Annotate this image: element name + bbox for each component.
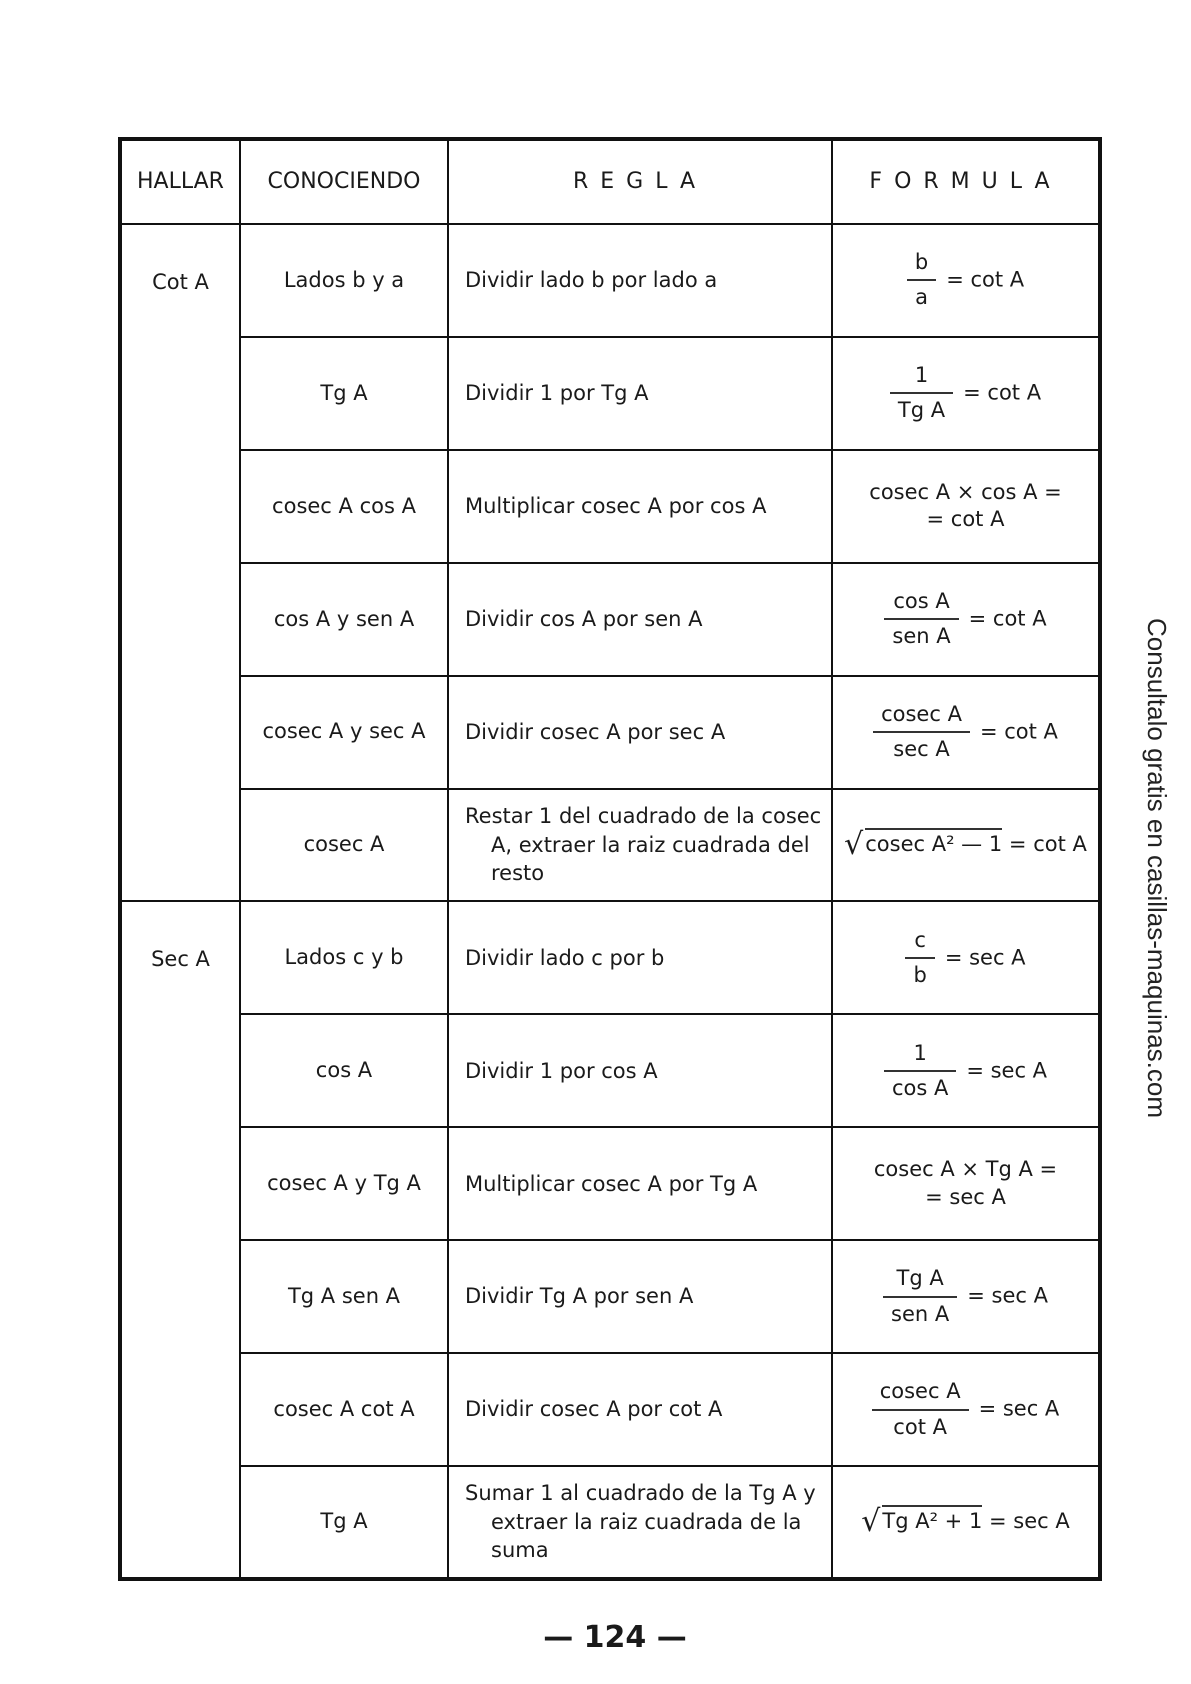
fraction-denominator: cot A: [893, 1414, 947, 1439]
fraction-denominator: sen A: [892, 624, 951, 649]
regla-cell: [448, 450, 832, 563]
header-formula: FORMULA: [832, 139, 1100, 224]
header-conociendo: CONOCIENDO: [240, 139, 448, 224]
regla-cell: [448, 1466, 832, 1579]
regla-cell: [448, 224, 832, 337]
fraction-denominator: sec A: [893, 737, 950, 762]
square-root-icon: √: [861, 1504, 881, 1540]
formula-result: = cot A: [1008, 832, 1087, 857]
fraction-numerator: cosec A: [873, 701, 970, 733]
regla-text: Dividir 1 por cos A: [465, 1058, 658, 1083]
fraction-denominator: b: [913, 962, 927, 987]
radicand: cosec A² — 1: [865, 828, 1002, 856]
regla-cell: [448, 1240, 832, 1353]
formula-cell: [832, 450, 1100, 563]
table-row: [120, 1353, 1100, 1466]
regla-text: Sumar 1 al cuadrado de la Tg A y extraer la raiz cuadrada de la suma: [465, 1481, 816, 1563]
regla-text: Dividir lado b por lado a: [465, 268, 718, 293]
formula-cell: [832, 1240, 1100, 1353]
formula-result: = sec A: [978, 1396, 1060, 1421]
conociendo-cell: Lados b y a: [240, 224, 448, 337]
fraction: [883, 1265, 957, 1328]
fraction-numerator: 1: [884, 1040, 956, 1072]
table-row: [120, 337, 1100, 450]
fraction: [907, 249, 936, 312]
regla-text: Dividir Tg A por sen A: [465, 1284, 694, 1309]
fraction-numerator: cosec A: [872, 1378, 969, 1410]
fraction-denominator: a: [915, 285, 928, 310]
header-hallar: HALLAR: [120, 139, 240, 224]
fraction-numerator: 1: [890, 362, 953, 394]
formula-cell: [832, 1466, 1100, 1579]
formula-cell: [832, 676, 1100, 789]
table-row: [120, 224, 1100, 337]
regla-text: Multiplicar cosec A por cos A: [465, 494, 767, 519]
formula-line-1: cosec A × cos A =: [869, 479, 1062, 504]
table-row: [120, 1240, 1100, 1353]
radicand: Tg A² + 1: [882, 1505, 982, 1533]
regla-text: Restar 1 del cuadrado de la cosec A, extraer la raiz cuadrada del resto: [465, 804, 822, 886]
conociendo-cell: Tg A sen A: [240, 1240, 448, 1353]
regla-cell: [448, 789, 832, 902]
formula-cell: [832, 337, 1100, 450]
hallar-cell: Sec A: [120, 901, 240, 1579]
formula-result: = sec A: [944, 945, 1026, 970]
regla-text: Dividir cos A por sen A: [465, 607, 703, 631]
regla-cell: [448, 563, 832, 676]
formula-cell: [832, 789, 1100, 902]
fraction: [890, 362, 953, 425]
conociendo-cell: Lados c y b: [240, 901, 448, 1014]
fraction-numerator: cos A: [884, 588, 958, 620]
fraction: [884, 588, 958, 651]
table-row: [120, 676, 1100, 789]
formula-cell: [832, 1014, 1100, 1127]
conociendo-cell: cosec A y sec A: [240, 676, 448, 789]
regla-cell: [448, 1014, 832, 1127]
fraction: [905, 927, 934, 990]
formula-cell: [832, 1127, 1100, 1240]
header-row: [120, 139, 1100, 224]
formula-cell: [832, 1353, 1100, 1466]
formula-line-1: cosec A × Tg A =: [873, 1157, 1058, 1182]
fraction-denominator: cos A: [891, 1075, 949, 1100]
table-row: [120, 450, 1100, 563]
conociendo-cell: cos A y sen A: [240, 563, 448, 676]
table-row: [120, 901, 1100, 1014]
formula-result: = sec A: [967, 1283, 1048, 1308]
formula-line-2: = cot A: [926, 507, 1005, 532]
fraction-denominator: Tg A: [897, 398, 946, 423]
regla-text: Dividir lado c por b: [465, 945, 665, 970]
conociendo-cell: cosec A y Tg A: [240, 1127, 448, 1240]
formula-result: = sec A: [966, 1058, 1048, 1083]
regla-cell: [448, 337, 832, 450]
conociendo-cell: cosec A cos A: [240, 450, 448, 563]
table-row: [120, 1127, 1100, 1240]
conociendo-cell: cosec A: [240, 789, 448, 902]
table-row: [120, 789, 1100, 902]
fraction: [884, 1040, 956, 1103]
fraction: [873, 701, 970, 764]
regla-text: Dividir cosec A por cot A: [465, 1397, 723, 1422]
hallar-cell: Cot A: [120, 224, 240, 901]
table-row: [120, 1466, 1100, 1579]
fraction-numerator: b: [907, 249, 936, 281]
regla-cell: [448, 676, 832, 789]
fraction: [872, 1378, 969, 1441]
conociendo-cell: cosec A cot A: [240, 1353, 448, 1466]
page-number: — 124 —: [543, 1620, 687, 1655]
conociendo-cell: Tg A: [240, 1466, 448, 1579]
conociendo-cell: cos A: [240, 1014, 448, 1127]
watermark-text: Consultalo gratis en casillas-maquinas.com: [1142, 618, 1172, 1119]
formula-result: = sec A: [989, 1509, 1070, 1534]
conociendo-cell: Tg A: [240, 337, 448, 450]
fraction-denominator: sen A: [891, 1301, 950, 1326]
formula-line-2: = sec A: [925, 1184, 1006, 1209]
table-row: [120, 563, 1100, 676]
regla-text: Dividir cosec A por sec A: [465, 719, 726, 744]
square-root-icon: √: [844, 827, 864, 863]
header-regla: REGLA: [448, 139, 832, 224]
regla-cell: [448, 1127, 832, 1240]
fraction-numerator: c: [905, 927, 934, 959]
trig-rules-table: [118, 137, 1102, 1581]
formula-result: = cot A: [946, 267, 1025, 292]
table-body: [120, 224, 1100, 1579]
regla-cell: [448, 901, 832, 1014]
fraction-numerator: Tg A: [883, 1265, 957, 1297]
formula-result: = cot A: [979, 719, 1058, 744]
regla-cell: [448, 1353, 832, 1466]
regla-text: Multiplicar cosec A por Tg A: [465, 1171, 758, 1196]
formula-cell: [832, 224, 1100, 337]
formula-result: = cot A: [963, 380, 1042, 405]
regla-text: Dividir 1 por Tg A: [465, 381, 649, 406]
formula-cell: [832, 563, 1100, 676]
table-row: [120, 1014, 1100, 1127]
formula-result: = cot A: [968, 606, 1047, 631]
formula-cell: [832, 901, 1100, 1014]
